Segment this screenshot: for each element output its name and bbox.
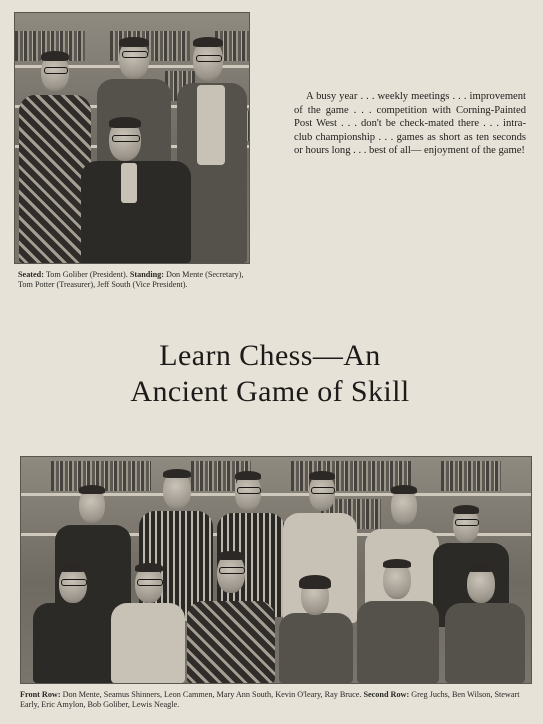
page-title-line-1: Learn Chess—An bbox=[159, 339, 381, 372]
officers-photo bbox=[14, 12, 250, 264]
caption-second-row-names: Greg Juchs, Ben Wilson, Stewart Early, Eric Amylon, Bob Goliber, Lewis Neagle. bbox=[20, 690, 520, 710]
page-title bbox=[40, 338, 500, 410]
caption-standing-label: Standing: bbox=[129, 270, 164, 279]
caption-front-row-label: Front Row: bbox=[20, 690, 61, 699]
group-photo-caption bbox=[20, 690, 532, 710]
page-title-line-2: Ancient Game of Skill bbox=[130, 375, 410, 408]
caption-seated-label: Seated: bbox=[18, 270, 44, 279]
caption-second-row-label: Second Row: bbox=[363, 690, 410, 699]
caption-seated-names: Tom Goliber (President). bbox=[43, 270, 130, 279]
caption-front-row-names: Don Mente, Seamus Shinners, Leon Cammen, Mary Ann South, Kevin O'leary, Ray Bruce. bbox=[60, 690, 364, 699]
caption-standing-names: Don Mente (Secretary), Tom Potter (Treasurer), Jeff South (Vice President). bbox=[18, 270, 244, 289]
club-description: A busy year . . . weekly meetings . . . improvement of the game . . . competition with Corning-Painted Post West . . . don't be check-mated there . . . intra-club championship . . . games as short as ten seconds or hours long . . . best of all— enjoyment of the game! bbox=[294, 91, 526, 157]
club-group-photo bbox=[20, 456, 532, 684]
officers-photo-caption bbox=[18, 270, 253, 290]
